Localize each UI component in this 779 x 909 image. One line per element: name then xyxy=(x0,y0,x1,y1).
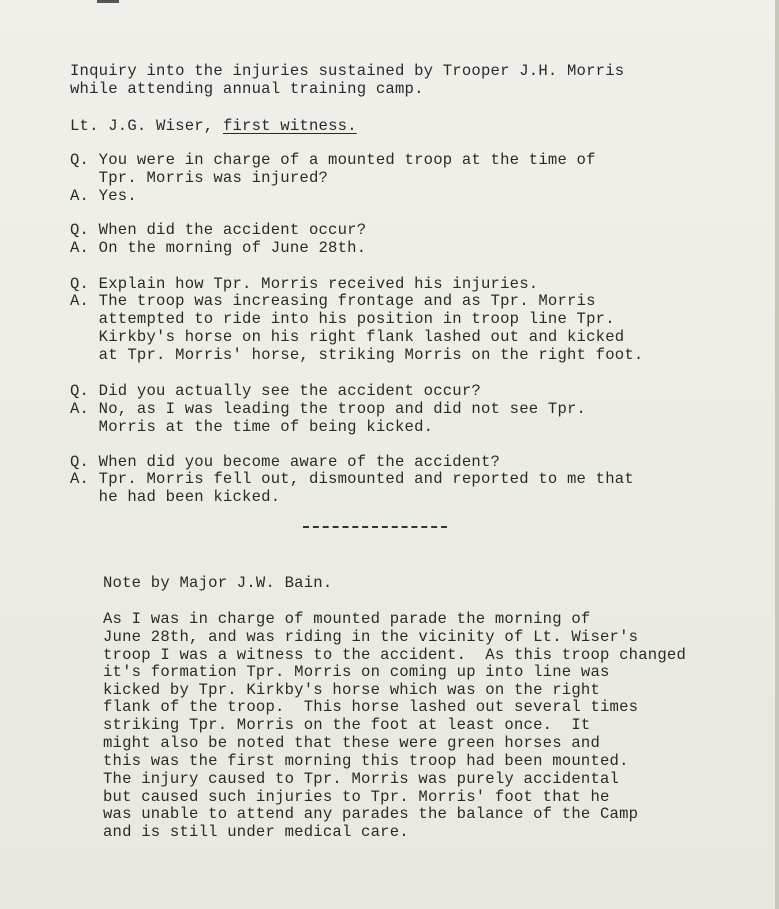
answer-3-line-1: A. The troop was increasing frontage and as Tpr. Morris xyxy=(70,292,596,310)
question-1-line-2: Tpr. Morris was injured? xyxy=(70,169,329,187)
page-edge xyxy=(775,0,779,909)
note-line-10: The injury caused to Tpr. Morris was purely accidental xyxy=(103,770,620,788)
witness-role: first witness. xyxy=(222,117,357,135)
header-line-2: while attending annual training camp. xyxy=(70,80,424,98)
answer-2-line-1: A. On the morning of June 28th. xyxy=(70,239,367,257)
answer-4-line-2: Morris at the time of being kicked. xyxy=(70,418,434,436)
witness-name: Lt. J.G. Wiser, xyxy=(70,117,223,135)
note-title: Note by Major J.W. Bain. xyxy=(103,574,333,592)
note-line-2: June 28th, and was riding in the vicinity of Lt. Wiser's xyxy=(103,628,639,646)
witness-heading xyxy=(70,117,357,135)
answer-1-line-1: A. Yes. xyxy=(70,187,137,205)
answer-5-line-2: he had been kicked. xyxy=(70,488,281,506)
note-line-8: might also be noted that these were green horses and xyxy=(103,734,601,752)
section-divider xyxy=(303,526,447,528)
question-5-line-1: Q. When did you become aware of the accident? xyxy=(70,453,501,471)
answer-3-line-3: Kirkby's horse on his right flank lashed out and kicked xyxy=(70,328,625,346)
answer-3-line-2: attempted to ride into his position in troop line Tpr. xyxy=(70,310,615,328)
question-1-line-1: Q. You were in charge of a mounted troop at the time of xyxy=(70,151,596,169)
answer-5-line-1: A. Tpr. Morris fell out, dismounted and reported to me that xyxy=(70,470,634,488)
note-line-12: was unable to attend any parades the balance of the Camp xyxy=(103,805,639,823)
header-line-1: Inquiry into the injuries sustained by Trooper J.H. Morris xyxy=(70,62,625,80)
note-line-1: As I was in charge of mounted parade the morning of xyxy=(103,610,591,628)
question-4-line-1: Q. Did you actually see the accident occur? xyxy=(70,382,481,400)
answer-3-line-4: at Tpr. Morris' horse, striking Morris on the right foot. xyxy=(70,346,644,364)
note-line-11: but caused such injuries to Tpr. Morris' foot that he xyxy=(103,788,610,806)
note-line-3: troop I was a witness to the accident. As this troop changed xyxy=(103,646,687,664)
note-line-5: kicked by Tpr. Kirkby's horse which was on the right xyxy=(103,681,601,699)
note-line-6: flank of the troop. This horse lashed out several times xyxy=(103,698,639,716)
note-line-9: this was the first morning this troop had been mounted. xyxy=(103,752,629,770)
note-line-7: striking Tpr. Morris on the foot at least once. It xyxy=(103,716,591,734)
question-3-line-1: Q. Explain how Tpr. Morris received his injuries. xyxy=(70,275,539,293)
answer-4-line-1: A. No, as I was leading the troop and did not see Tpr. xyxy=(70,400,587,418)
question-2-line-1: Q. When did the accident occur? xyxy=(70,221,367,239)
note-line-4: it's formation Tpr. Morris on coming up into line was xyxy=(103,663,610,681)
note-line-13: and is still under medical care. xyxy=(103,823,409,841)
ink-mark xyxy=(97,0,119,3)
